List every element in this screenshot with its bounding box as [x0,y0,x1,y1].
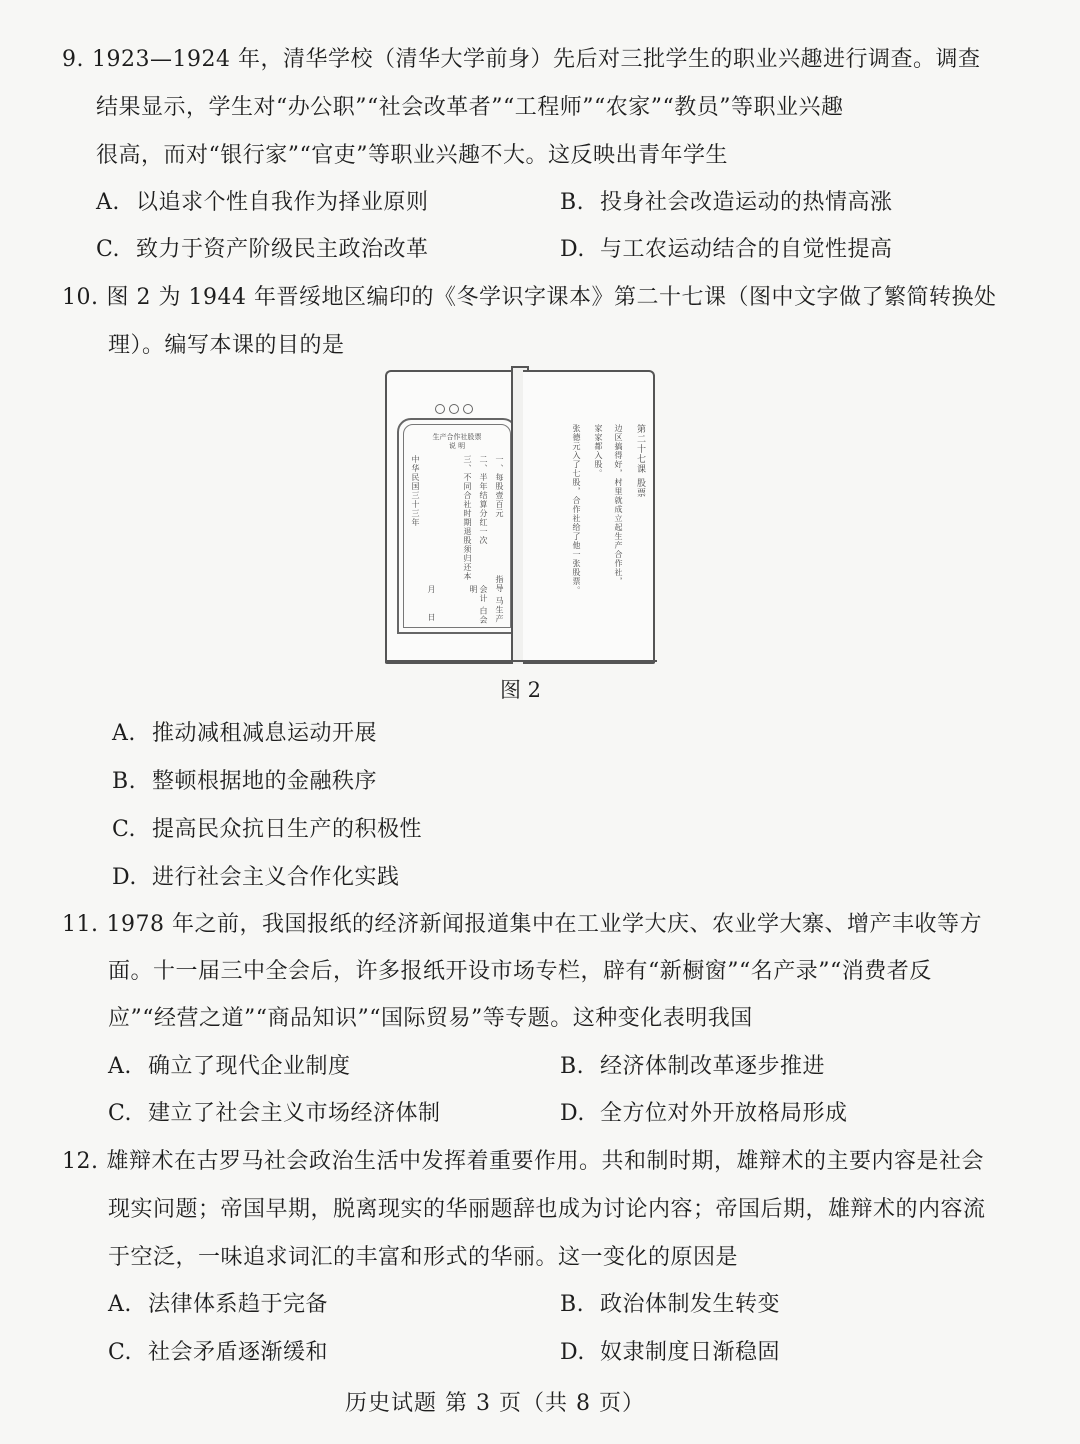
certificate-day: 日 [427,613,436,622]
question-12-option-b: B. 政治体制发生转变 [560,1292,781,1317]
question-12-line-1: 12. 雄辩术在古罗马社会政治生活中发挥着重要作用。共和制时期，雄辩术的主要内容是社会 [62,1147,984,1177]
lesson-text: 边区搞得好，村里就成立起生产合作社， [614,424,623,586]
book-base-line [385,660,657,662]
question-11-line-3: 应”“经营之道”“商品知识”“国际贸易”等专题。这种变化表明我国 [108,1006,753,1031]
book-left-page [385,370,515,664]
decorative-circle-icon [463,404,473,414]
question-10-option-d: D. 进行社会主义合作化实践 [112,865,400,890]
question-10-line-2: 理）。编写本课的目的是 [108,333,345,358]
certificate-month: 月 [427,585,436,594]
question-11-line-2: 面。十一届三中全会后，许多报纸开设市场专栏，辟有“新橱窗”“名产录”“消费者反 [108,959,932,984]
figure-2-textbook [385,366,659,666]
question-11-number: 11. [62,912,99,937]
question-12-number: 12. [62,1149,99,1174]
certificate-director: 指导 马生产 [495,575,504,624]
question-9-line-1: 9. 1923—1924 年，清华学校（清华大学前身）先后对三批学生的职业兴趣进行调查。调查 [62,45,980,75]
question-9-line-2: 结果显示，学生对“办公职”“社会改革者”“工程师”“农家”“教员”等职业兴趣 [96,95,844,120]
question-10-option-a: A. 推动减租减息运动开展 [112,721,378,746]
lesson-text: 张德元入了七股，合作社给了他一张股票。 [572,424,581,595]
book-right-page [523,370,655,664]
question-11-line-1: 11. 1978 年之前，我国报纸的经济新闻报道集中在工业学大庆、农业学大寨、增产丰收等方 [62,910,982,940]
question-11-option-a: A. 确立了现代企业制度 [108,1054,351,1079]
question-9-number: 9. [62,47,84,72]
decorative-circle-icon [435,404,445,414]
question-11-option-b: B. 经济体制改革逐步推进 [560,1054,826,1079]
question-10-option-b: B. 整顿根据地的金融秩序 [112,769,378,794]
lesson-text: 家家都入股。 [594,424,603,478]
stock-certificate [397,418,517,634]
certificate-title: 生产合作社股票 说 明 [432,433,482,450]
question-9-option-c: C. 致力于资产阶级民主政治改革 [96,237,429,262]
figure-2-caption: 图 2 [500,678,542,702]
certificate-text: 一、每股壹百元 [495,455,504,518]
certificate-accountant: 会计 白会明 [469,585,488,625]
question-12-line-2: 现实问题；帝国早期，脱离现实的华丽题辞也成为讨论内容；帝国后期，雄辩术的内容流 [108,1197,986,1222]
question-12-line-3: 于空泛，一味追求词汇的丰富和形式的华丽。这一变化的原因是 [108,1245,739,1270]
question-12-option-c: C. 社会矛盾逐渐缓和 [108,1340,329,1365]
decorative-circle-icon [449,404,459,414]
certificate-text: 三、不同合社时期退股须归还本 [463,455,472,581]
question-10-option-c: C. 提高民众抗日生产的积极性 [112,817,423,842]
question-10-line-1: 10. 图 2 为 1944 年晋绥地区编印的《冬学识字课本》第二十七课（图中文字做了繁简转换处 [62,283,996,313]
question-9-option-b: B. 投身社会改造运动的热情高涨 [560,190,893,215]
question-10-number: 10. [62,285,99,310]
certificate-date: 中华民国三十三年 [411,455,420,527]
question-9-option-d: D. 与工农运动结合的自觉性提高 [560,237,893,262]
question-12-option-a: A. 法律体系趋于完备 [108,1292,329,1317]
certificate-text: 二、半年结算分红一次 [479,455,488,545]
question-11-option-d: D. 全方位对外开放格局形成 [560,1101,848,1126]
question-9-option-a: A. 以追求个性自我作为择业原则 [96,190,429,215]
page-footer: 历史试题 第 3 页（共 8 页） [345,1391,645,1416]
question-9-line-3: 很高，而对“银行家”“官吏”等职业兴趣不大。这反映出青年学生 [96,143,728,168]
question-12-option-d: D. 奴隶制度日渐稳固 [560,1340,781,1365]
question-11-option-c: C. 建立了社会主义市场经济体制 [108,1101,441,1126]
lesson-title: 第二十七课 股票 [635,424,645,498]
